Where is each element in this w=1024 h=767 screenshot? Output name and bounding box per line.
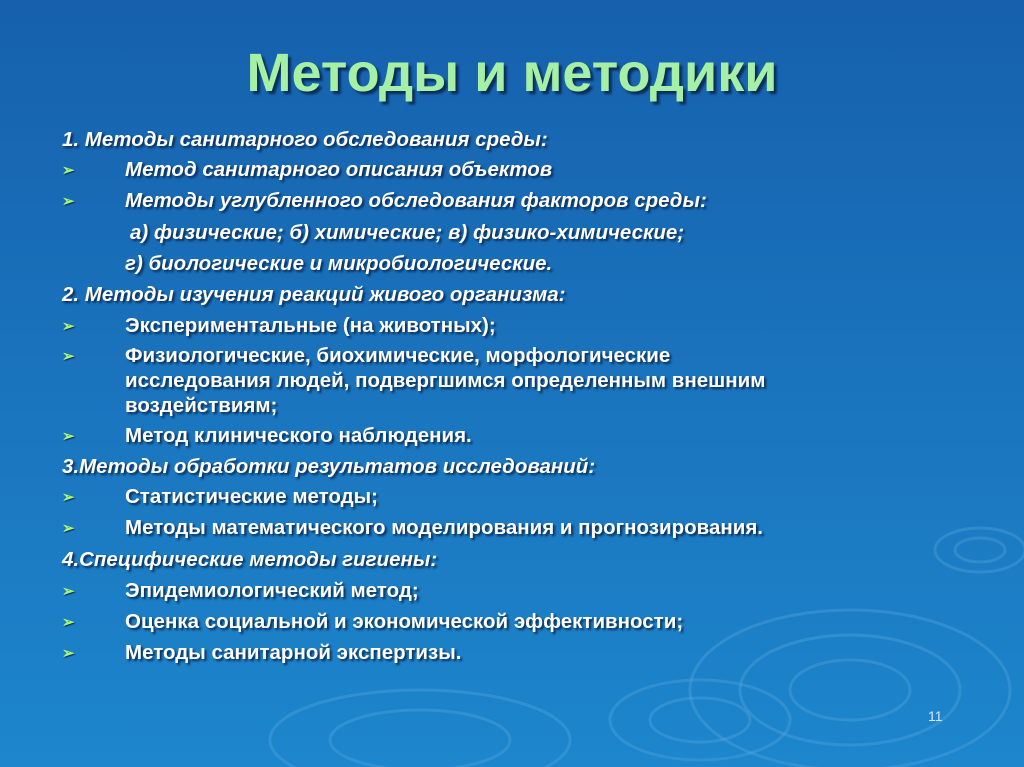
section-heading: 4.Специфические методы гигиены:	[62, 548, 438, 571]
section-heading: 3.Методы обработки результатов исследований:	[62, 455, 596, 478]
bullet-arrow-icon: ➢	[62, 583, 75, 600]
bullet-arrow-icon: ➢	[62, 318, 75, 335]
item-continuation: воздействиям;	[125, 394, 278, 417]
page-number: 11	[928, 708, 943, 724]
bullet-item: Методы санитарной экспертизы.	[125, 641, 462, 664]
slide-title: Методы и методики	[246, 43, 778, 103]
bullet-item: Экспериментальные (на животных);	[125, 314, 496, 337]
bullet-item: Физиологические, биохимические, морфологические	[125, 344, 671, 367]
bullet-item: Метод санитарного описания объектов	[125, 158, 553, 181]
bullet-arrow-icon: ➢	[62, 489, 75, 506]
item-continuation: г) биологические и микробиологические.	[125, 252, 553, 275]
section-heading: 1. Методы санитарного обследования среды:	[62, 128, 548, 151]
item-continuation: а) физические; б) химические; в) физико-химические;	[130, 221, 685, 244]
bullet-arrow-icon: ➢	[62, 162, 75, 179]
bullet-arrow-icon: ➢	[62, 193, 75, 210]
bullet-item: Методы математического моделирования и прогнозирования.	[125, 516, 763, 539]
bullet-arrow-icon: ➢	[62, 520, 75, 537]
section-heading: 2. Методы изучения реакций живого организма:	[62, 283, 566, 306]
bullet-arrow-icon: ➢	[62, 614, 75, 631]
item-continuation: исследования людей, подвергшимся определенным внешним	[125, 369, 766, 392]
bullet-item: Метод клинического наблюдения.	[125, 424, 472, 447]
bullet-item: Эпидемиологический метод;	[125, 579, 419, 602]
bullet-item: Оценка социальной и экономической эффективности;	[125, 610, 684, 633]
bullet-item: Статистические методы;	[125, 485, 378, 508]
bullet-arrow-icon: ➢	[62, 428, 75, 445]
bullet-item: Методы углубленного обследования факторов среды:	[125, 189, 707, 212]
bullet-arrow-icon: ➢	[62, 645, 75, 662]
bullet-arrow-icon: ➢	[62, 348, 75, 365]
